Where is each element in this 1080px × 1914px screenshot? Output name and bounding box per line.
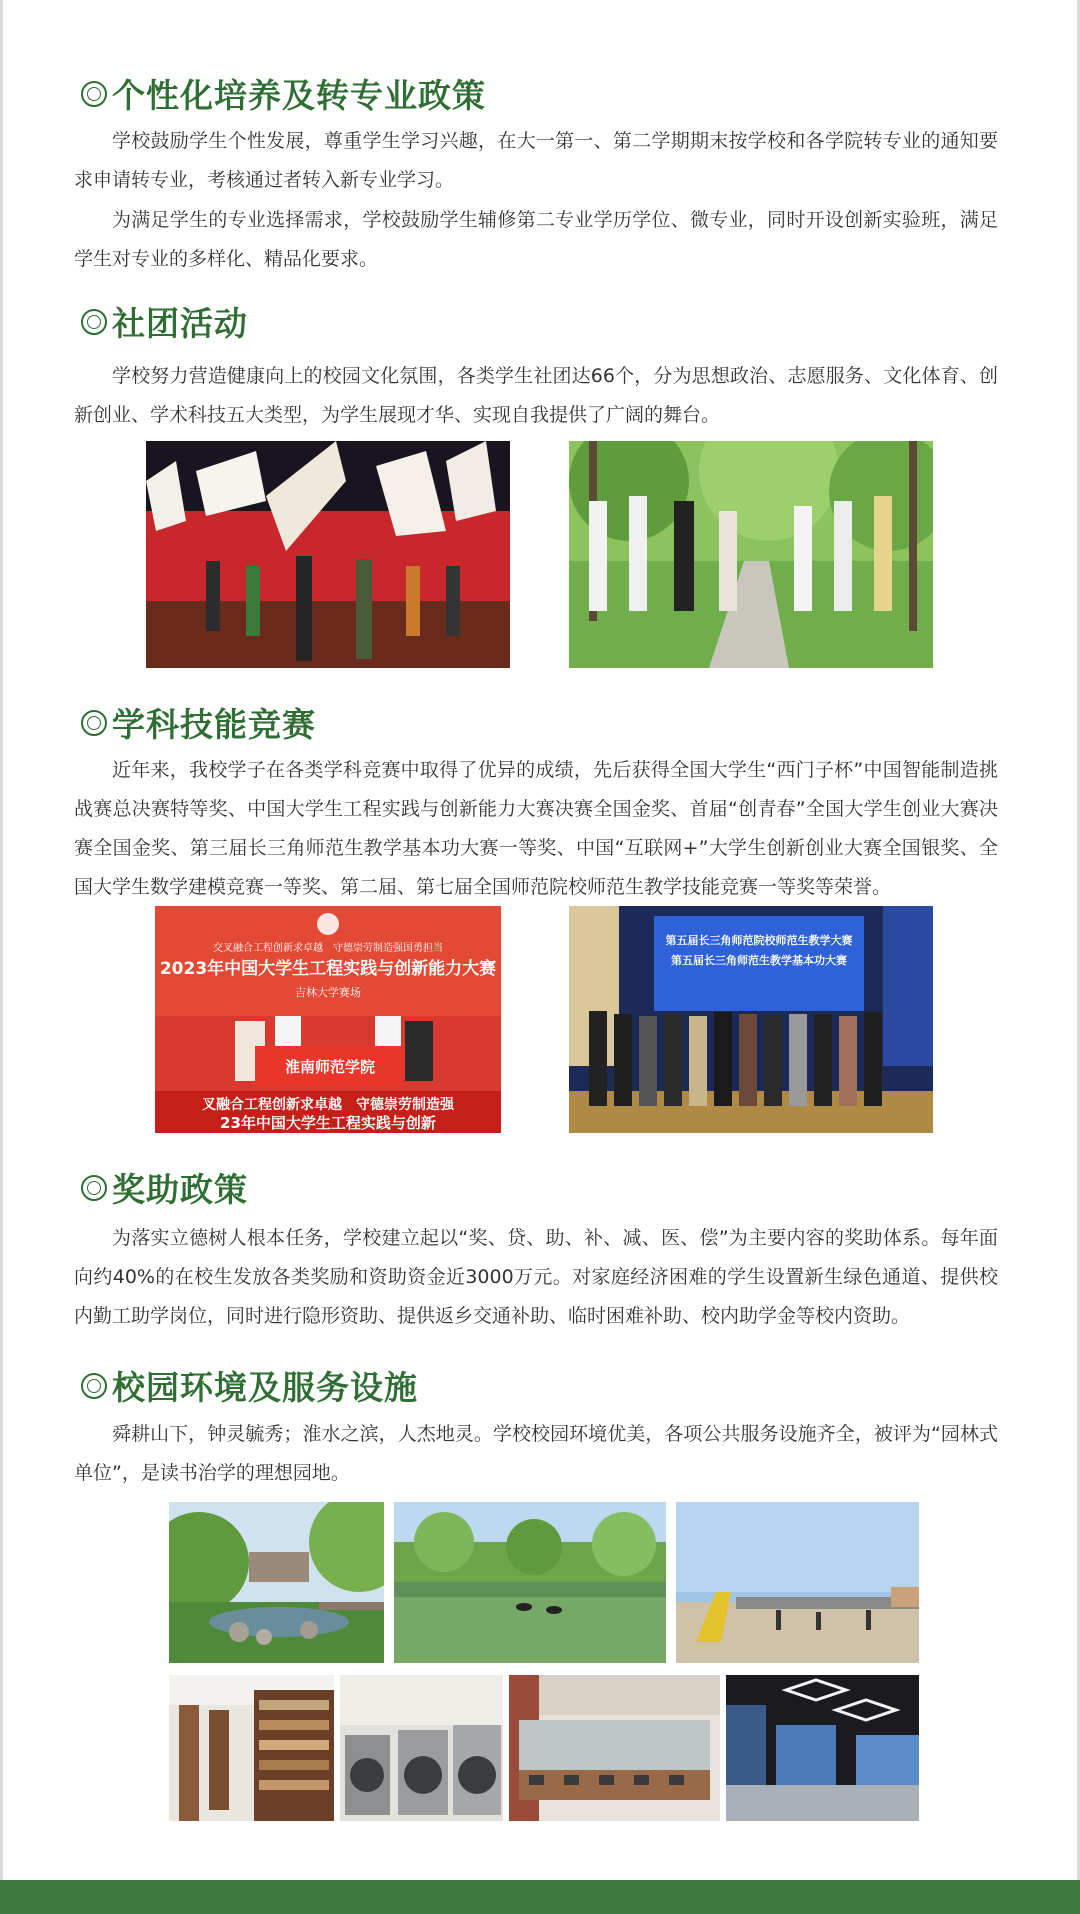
competition-title: 2023年中国大学生工程实践与创新能力大赛 [159,959,497,979]
paragraph-financial-aid: 为落实立德树人根本任务，学校建立起以“奖、贷、助、补、减、医、偿”为主要内容的奖助体系。每年面向约40%的在校生发放各类奖励和资助资金近3000万元。对家庭经济困难的学生设置新生绿色通道、提供校内勤工助学岗位，同时进行隐形资助、提供返乡交通补助、临时困难补助、校内助学金等校内资助。 [74,1227,998,1327]
section-title: 学科技能竞赛 [112,705,316,744]
double-circle-bullet-icon [80,80,108,108]
paragraph-clubs: 学校努力营造健康向上的校园文化氛围，各类学生社团达66个，分为思想政治、志愿服务、文化体育、创新创业、学术科技五大类型，为学生展现才华、实现自我提供了广阔的舞台。 [74,365,998,426]
campus-beach-volleyball-photo [676,1502,919,1663]
double-circle-bullet-icon [80,709,108,737]
water-station-photo [509,1675,720,1821]
competition-slogan-bottom: 叉融合工程创新求卓越 守德崇劳制造强 [202,1097,454,1113]
paragraph-transfer-1: 学校鼓励学生个性发展，尊重学生学习兴趣，在大一第一、第二学期期末按学校和各学院转专业的通知要求申请转专业，考核通过者转入新专业学习。 [74,130,998,191]
footer-bar [0,1880,1080,1914]
double-circle-bullet-icon [80,1174,108,1202]
club-photography-walk-photo [569,441,933,668]
teaching-contest-photo [569,906,933,1133]
competition-title-bottom: 23年中国大学生工程实践与创新 [220,1114,436,1132]
paragraph-transfer-2: 为满足学生的专业选择需求，学校鼓励学生辅修第二专业学历学位、微专业，同时开设创新实验班，满足学生对专业的多样化、精品化要求。 [74,209,998,270]
campus-lake-photo [394,1502,666,1663]
section-title: 社团活动 [112,304,248,343]
section-heading-clubs [80,298,248,345]
page-frame-left [0,0,3,1880]
competition-award-photo [155,906,501,1133]
club-flag-ceremony-photo [146,441,510,668]
service-hall-photo [726,1675,919,1821]
laundry-room-photo [340,1675,503,1821]
paragraph-competitions: 近年来，我校学子在各类学科竞赛中取得了优异的成绩，先后获得全国大学生“西门子杯”中国智能制造挑战赛总决赛特等奖、中国大学生工程实践与创新能力大赛决赛全国金奖、首届“创青春”全国大学生创业大赛决赛全国金奖、第三届长三角师范生教学基本功大赛一等奖、中国“互联网+”大学生创新创业大赛全国银奖、全国大学生数学建模竞赛一等奖、第二届、第七届全国师范院校师范生教学技能竞赛一等奖等荣誉。 [74,759,998,898]
double-circle-bullet-icon [80,1372,108,1400]
paragraph-campus: 舜耕山下，钟灵毓秀；淮水之滨，人杰地灵。学校校园环境优美，各项公共服务设施齐全，被评为“园林式单位”，是读书治学的理想园地。 [74,1423,998,1484]
section-title: 校园环境及服务设施 [112,1368,418,1407]
double-circle-bullet-icon [80,308,108,336]
contest-screen-line1: 第五届长三角师范院校师范生教学大赛 [665,934,853,947]
competition-venue: 吉林大学赛场 [295,986,361,999]
library-photo [169,1675,334,1821]
section-heading-transfer-policy [80,70,486,117]
section-title: 个性化培养及转专业政策 [112,76,486,115]
campus-garden-photo [169,1502,384,1663]
section-heading-financial-aid [80,1164,248,1211]
competition-slogan-top: 交叉融合工程创新求卓越 守德崇劳制造强国勇担当 [213,943,443,954]
university-banner: 淮南师范学院 [284,1058,376,1076]
section-title: 奖助政策 [112,1170,248,1209]
contest-screen-line2: 第五届长三角师范生教学基本功大赛 [671,954,847,967]
section-heading-campus [80,1362,418,1409]
section-heading-competitions [80,699,316,746]
